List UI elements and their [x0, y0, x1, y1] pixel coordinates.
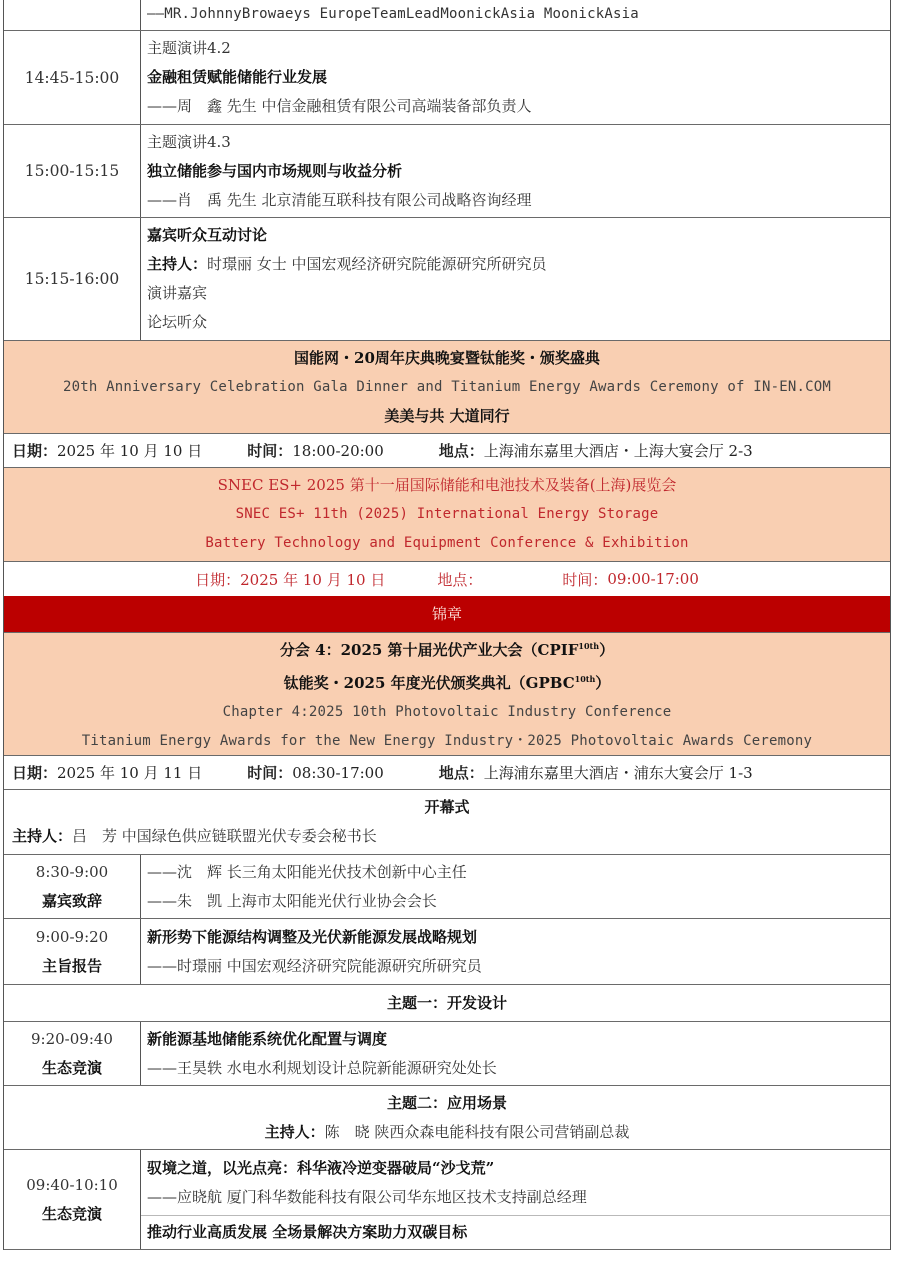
time-value: 09:00-17:00	[607, 570, 699, 588]
content-cell	[141, 1022, 890, 1085]
speaker-line: ——肖 禹 先生 北京清能互联科技有限公司战略咨询经理	[147, 190, 532, 209]
venue-label: 地点：	[438, 442, 484, 460]
session-title: 推动行业高质发展 全场景解决方案助力双碳目标	[147, 1223, 468, 1242]
time-value: 08:30-17:00	[292, 763, 384, 782]
time-cell	[4, 1150, 141, 1249]
time-cell	[4, 125, 141, 217]
gala-banner	[4, 341, 890, 434]
host-line	[147, 250, 884, 279]
date-label: 日期：	[12, 442, 58, 460]
snec-info-row	[4, 562, 890, 596]
agenda-row	[4, 1022, 890, 1086]
gala-title-en: 20th Anniversary Celebration Gala Dinner and Titanium Energy Awards Ceremony of IN-EN.COM	[63, 378, 831, 395]
session-title: 驭境之道，以光点亮：科华液冷逆变器破局“沙戈荒”	[147, 1158, 495, 1177]
gala-title: 国能网・20周年庆典晚宴暨钛能奖・颁奖盛典	[294, 348, 600, 367]
agenda-table	[3, 0, 891, 1250]
title-text: 分会 4：2025 第十届光伏产业大会（CPIF	[279, 641, 579, 659]
venue-label: 地点：	[437, 570, 483, 589]
speaker-line: ——朱 凯 上海市太阳能光伏行业协会会长	[147, 891, 437, 910]
chapter4-title-1	[4, 632, 890, 665]
session-time: 9:00-9:20	[35, 927, 109, 946]
session-time: 15:15-16:00	[24, 270, 120, 288]
agenda-row	[4, 31, 890, 125]
time-cell	[4, 0, 141, 30]
snec-banner	[4, 468, 890, 562]
time-label: 时间：	[247, 442, 293, 460]
brocade-bar: 锦章	[4, 596, 890, 633]
speaker-line: ——周 鑫 先生 中信金融租赁有限公司高端装备部负责人	[147, 97, 532, 115]
date-label: 日期：	[12, 764, 58, 782]
host-label: 主持人：	[12, 827, 73, 845]
session-title: 新形势下能源结构调整及光伏新能源发展战略规划	[147, 927, 478, 946]
theme2-title: 主题二：应用场景	[386, 1093, 507, 1112]
agenda-row	[4, 0, 890, 31]
title-text-end: ）	[595, 674, 611, 692]
snec-title-en-1: SNEC ES+ 11th (2025) International Energy Storage	[235, 506, 659, 522]
host-name: 吕 芳 中国绿色供应链联盟光伏专委会秘书长	[72, 827, 377, 845]
theme1-header	[4, 985, 890, 1022]
content-cell	[141, 31, 890, 124]
agenda-row	[4, 1150, 890, 1250]
session-title: 新能源基地储能系统优化配置与调度	[147, 1029, 388, 1048]
theme2-host	[265, 1118, 630, 1147]
date-label: 日期：	[195, 570, 241, 589]
agenda-row	[4, 855, 890, 919]
session-title: 金融租赁赋能储能行业发展	[147, 68, 328, 86]
session-label: 主题演讲4.3	[147, 132, 231, 151]
chapter4-info-row	[4, 756, 890, 790]
session-time: 9:20-09:40	[31, 1029, 113, 1048]
session-label: 主题演讲4.2	[147, 39, 231, 57]
opening-host	[4, 822, 890, 851]
session-type: 生态竞演	[41, 1204, 102, 1223]
session-type: 生态竞演	[41, 1058, 102, 1077]
title-superscript: 10th	[574, 674, 596, 684]
time-cell	[4, 218, 141, 340]
host-label: 主持人：	[264, 1122, 325, 1141]
session-type: 主旨报告	[41, 956, 102, 975]
session-time: 15:00-15:15	[24, 162, 120, 180]
time-label: 时间：	[247, 764, 293, 782]
speaker-line: ——MR.JohnnyBrowaeys EuropeTeamLeadMoonickAsia MoonickAsia	[147, 6, 639, 22]
venue-label: 地点：	[438, 764, 484, 782]
time-cell	[4, 855, 141, 918]
content-cell	[141, 919, 890, 984]
content-cell	[141, 218, 890, 340]
content-cell	[141, 125, 890, 217]
session-title: 独立储能参与国内市场规则与收益分析	[147, 161, 403, 180]
date-value: 2025 年 10 月 10 日	[57, 442, 203, 460]
content-cell	[141, 855, 890, 918]
session-time: 14:45-15:00	[24, 68, 120, 87]
date-value: 2025 年 10 月 11 日	[57, 764, 203, 782]
host-label: 主持人：	[147, 255, 208, 273]
agenda-row	[4, 919, 890, 985]
gala-info-row	[4, 434, 890, 468]
session-type: 嘉宾致辞	[41, 891, 102, 910]
venue-value: 上海浦东嘉里大酒店・上海大宴会厅 2-3	[483, 442, 753, 460]
theme2-header	[4, 1086, 890, 1150]
host-name: 陈 晓 陕西众森电能科技有限公司营销副总裁	[324, 1122, 630, 1141]
venue-value: 上海浦东嘉里大酒店・浦东大宴会厅 1-3	[483, 764, 753, 782]
time-label: 时间：	[562, 570, 608, 589]
speaker-line: ——时璟丽 中国宏观经济研究院能源研究所研究员	[147, 956, 482, 975]
sub-session	[141, 1150, 890, 1216]
time-cell	[4, 919, 141, 984]
title-superscript: 10th	[578, 641, 600, 651]
snec-title-en-2: Battery Technology and Equipment Conference & Exhibition	[205, 535, 689, 551]
speaker-line: ——王昊轶 水电水利规划设计总院新能源研究处处长	[147, 1058, 497, 1077]
gala-slogan: 美美与共 大道同行	[384, 406, 510, 425]
opening-section	[4, 790, 890, 855]
time-value: 18:00-20:00	[292, 441, 384, 460]
date-value: 2025 年 10 月 10 日	[240, 570, 386, 589]
session-title: 嘉宾听众互动讨论	[147, 226, 268, 244]
time-cell	[4, 31, 141, 124]
title-text: 钛能奖・2025 年度光伏颁奖典礼（GPBC	[283, 674, 575, 692]
sub-session	[141, 1216, 890, 1249]
opening-title: 开幕式	[424, 798, 470, 816]
session-time: 09:40-10:10	[26, 1175, 118, 1194]
chapter4-title-en-2: Titanium Energy Awards for the New Energy Industry・2025 Photovoltaic Awards Ceremony	[81, 733, 813, 749]
host-name: 时璟丽 女士 中国宏观经济研究院能源研究所研究员	[207, 255, 547, 273]
speaker-line: ——沈 辉 长三角太阳能光伏技术创新中心主任	[147, 862, 467, 881]
theme1-title: 主题一：开发设计	[386, 993, 507, 1012]
session-time: 8:30-9:00	[35, 862, 109, 881]
content-cell	[141, 0, 890, 30]
speaker-line: ——应晓航 厦门科华数能科技有限公司华东地区技术支持副总经理	[147, 1187, 587, 1206]
chapter4-banner	[4, 633, 890, 756]
chapter4-title-2	[4, 665, 890, 698]
participant-line: 演讲嘉宾	[147, 284, 208, 302]
time-cell	[4, 1022, 141, 1085]
snec-title: SNEC ES+ 2025 第十一届国际储能和电池技术及装备(上海)展览会	[217, 476, 677, 494]
chapter4-title-en-1: Chapter 4:2025 10th Photovoltaic Industry Conference	[222, 704, 672, 720]
agenda-row	[4, 125, 890, 218]
title-text-end: ）	[599, 641, 615, 659]
participant-line: 论坛听众	[147, 313, 208, 331]
agenda-row	[4, 218, 890, 341]
content-cell	[141, 1150, 890, 1249]
